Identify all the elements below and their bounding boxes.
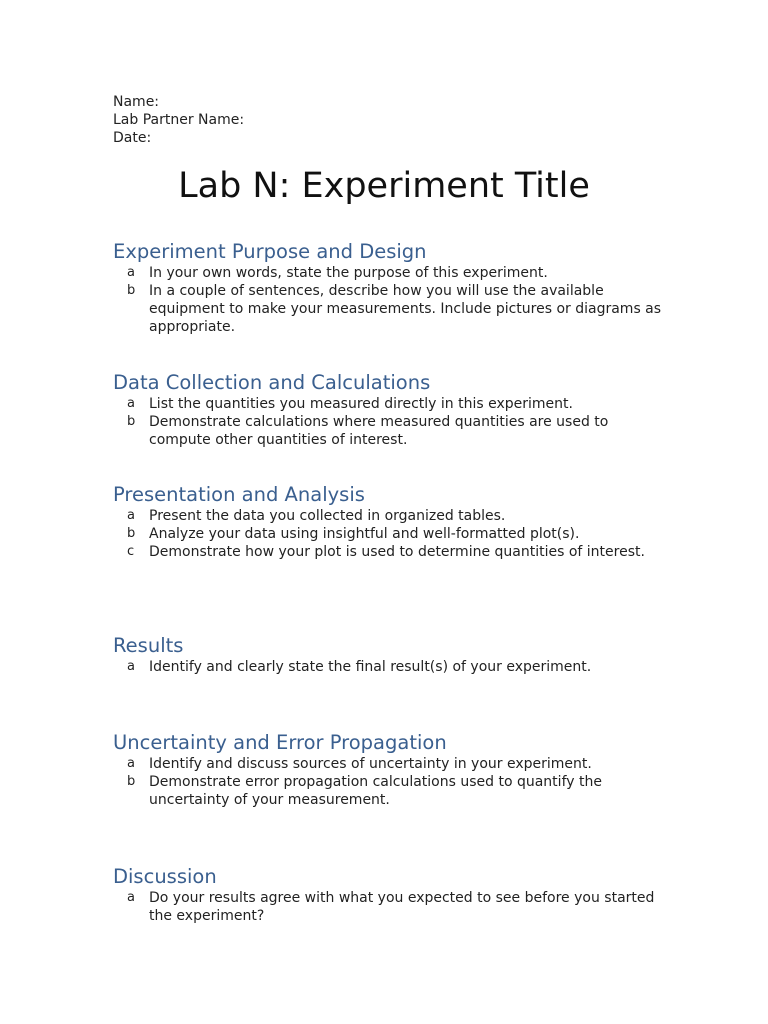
list-item — [113, 413, 673, 449]
list-item-text: Present the data you collected in organized tables. — [149, 508, 506, 524]
section-results — [113, 634, 673, 676]
list-item — [113, 395, 673, 413]
list-item — [113, 264, 673, 282]
list-item — [113, 282, 673, 336]
section-item-list — [113, 658, 673, 676]
section-item-list — [113, 264, 673, 336]
section-heading: Presentation and Analysis — [113, 483, 365, 506]
section-heading: Uncertainty and Error Propagation — [113, 731, 447, 754]
list-item-text: Analyze your data using insightful and well-formatted plot(s). — [149, 526, 580, 542]
section-data-collection — [113, 371, 673, 449]
list-marker: c — [127, 544, 135, 559]
section-uncertainty — [113, 731, 673, 809]
list-marker: a — [127, 396, 135, 411]
list-marker: b — [127, 526, 136, 541]
section-presentation-analysis — [113, 483, 673, 561]
list-marker: a — [127, 756, 135, 771]
list-item-text: In your own words, state the purpose of this experiment. — [149, 265, 548, 281]
list-item — [113, 755, 673, 773]
section-item-list — [113, 507, 673, 561]
list-item — [113, 889, 673, 925]
list-item — [113, 507, 673, 525]
section-purpose-and-design — [113, 240, 673, 336]
student-info-block — [113, 93, 244, 147]
list-item-text: Demonstrate how your plot is used to determine quantities of interest. — [149, 544, 645, 560]
section-item-list — [113, 755, 673, 809]
section-item-list — [113, 395, 673, 449]
section-heading: Data Collection and Calculations — [113, 371, 431, 394]
date-label: Date: — [113, 130, 152, 146]
list-item — [113, 525, 673, 543]
section-item-list — [113, 889, 673, 925]
list-item-text: Demonstrate calculations where measured quantities are used to compute other quantities of interest. — [149, 414, 609, 448]
list-marker: a — [127, 890, 135, 905]
list-item — [113, 773, 673, 809]
list-marker: a — [127, 265, 135, 280]
list-marker: a — [127, 659, 135, 674]
list-marker: b — [127, 774, 136, 789]
list-item-text: In a couple of sentences, describe how you will use the available equipment to make your measurements. Include pictures or diagrams as appropriate. — [149, 283, 662, 335]
section-discussion — [113, 865, 673, 925]
section-heading: Results — [113, 634, 184, 657]
document-title: Lab N: Experiment Title — [178, 166, 590, 206]
list-item — [113, 543, 673, 561]
name-label: Name: — [113, 94, 160, 110]
list-marker: a — [127, 508, 135, 523]
list-marker: b — [127, 283, 136, 298]
list-item — [113, 658, 673, 676]
list-item-text: List the quantities you measured directly in this experiment. — [149, 396, 573, 412]
section-heading: Experiment Purpose and Design — [113, 240, 427, 263]
list-marker: b — [127, 414, 136, 429]
list-item-text: Do your results agree with what you expected to see before you started the experiment? — [149, 890, 655, 924]
lab-partner-label: Lab Partner Name: — [113, 112, 245, 128]
section-heading: Discussion — [113, 865, 217, 888]
list-item-text: Identify and discuss sources of uncertainty in your experiment. — [149, 756, 592, 772]
list-item-text: Demonstrate error propagation calculations used to quantify the uncertainty of your measurement. — [149, 774, 602, 808]
list-item-text: Identify and clearly state the final result(s) of your experiment. — [149, 659, 592, 675]
